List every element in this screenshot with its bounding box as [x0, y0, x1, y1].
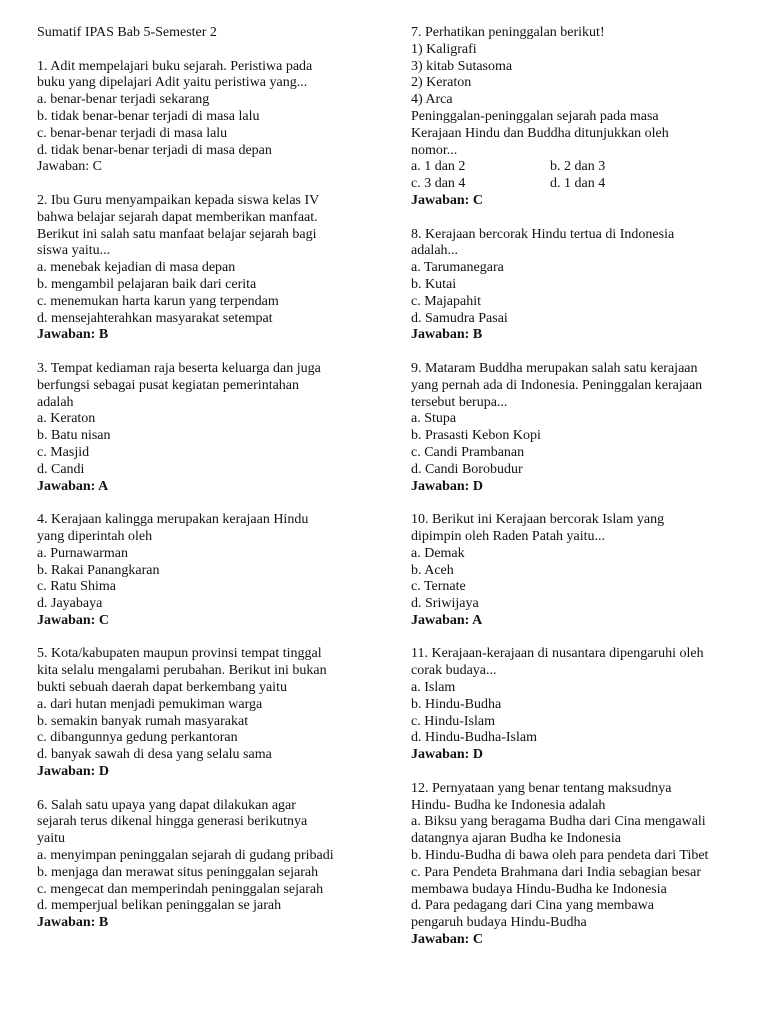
option-c: c. menemukan harta karun yang terpendam: [37, 293, 279, 309]
option-a: a. Biksu yang beragama Budha dari Cina mengawali: [411, 814, 706, 830]
question-text: 6. Salah satu upaya yang dapat dilakukan agar: [37, 797, 296, 813]
question-text: berfungsi sebagai pusat kegiatan pemerintahan: [37, 377, 300, 393]
answer: Jawaban: C: [37, 612, 109, 628]
question-text: 7. Perhatikan peninggalan berikut!: [411, 25, 605, 40]
question-text: nomor...: [411, 142, 458, 158]
option-d: d. Candi Borobudur: [411, 461, 523, 477]
question-text: adalah...: [411, 243, 459, 259]
option-a: a. Purnawarman: [37, 545, 128, 561]
answer: Jawaban: B: [411, 327, 483, 343]
option-row: [411, 176, 746, 193]
answer: Jawaban: C: [411, 192, 483, 208]
question-text: kita selalu mengalami perubahan. Berikut ini bukan: [37, 663, 327, 679]
question-text: sejarah terus dikenal hingga generasi berikutnya: [37, 814, 308, 830]
option-c: c. Para Pendeta Brahmana dari India sebagian besar: [411, 864, 701, 880]
question-7: [411, 25, 746, 210]
answer: Jawaban: B: [37, 327, 109, 343]
option-b: b. Hindu-Budha: [411, 696, 502, 712]
option-b: b. tidak benar-benar terjadi di masa lalu: [37, 108, 260, 124]
question-text: bukti sebuah daerah dapat berkembang yaitu: [37, 680, 287, 696]
document-title: Sumatif IPAS Bab 5-Semester 2: [37, 25, 217, 40]
option-a: a. menebak kejadian di masa depan: [37, 260, 236, 276]
list-item: 1) Kaligrafi: [411, 41, 477, 57]
option-c: c. dibangunnya gedung perkantoran: [37, 730, 238, 746]
option-a: a. Tarumanegara: [411, 260, 504, 276]
option-d: d. tidak benar-benar terjadi di masa depan: [37, 142, 272, 158]
option-b: b. Rakai Panangkaran: [37, 562, 160, 578]
right-column: [411, 25, 746, 949]
question-5: [37, 646, 372, 780]
question-10: [411, 512, 746, 630]
answer: Jawaban: D: [411, 478, 483, 494]
option-b: b. menjaga dan merawat situs peninggalan sejarah: [37, 864, 319, 880]
option-b: b. Kutai: [411, 276, 457, 292]
question-text: 12. Pernyataan yang benar tentang maksudnya: [411, 780, 672, 796]
option-d: d. Hindu-Budha-Islam: [411, 730, 537, 746]
question-text: 5. Kota/kabupaten maupun provinsi tempat tinggal: [37, 646, 322, 662]
question-3: [37, 361, 372, 495]
question-text: 2. Ibu Guru menyampaikan kepada siswa kelas IV: [37, 192, 320, 208]
question-text: 3. Tempat kediaman raja beserta keluarga dan juga: [37, 360, 321, 376]
question-text: buku yang dipelajari Adit yaitu peristiwa yang...: [37, 75, 308, 91]
option-a-cont: datangnya ajaran Budha ke Indonesia: [411, 831, 621, 847]
question-9: [411, 361, 746, 495]
option-a: a. Keraton: [37, 411, 96, 427]
answer: Jawaban: C: [37, 159, 102, 175]
option-b: b. mengambil pelajaran baik dari cerita: [37, 276, 257, 292]
option-c: c. benar-benar terjadi di masa lalu: [37, 125, 228, 141]
answer: Jawaban: A: [37, 478, 109, 494]
option-c: c. Masjid: [37, 444, 90, 460]
question-text: 8. Kerajaan bercorak Hindu tertua di Indonesia: [411, 226, 675, 242]
question-text: tersebut berupa...: [411, 394, 508, 410]
question-text: yang pernah ada di Indonesia. Peninggalan kerajaan: [411, 377, 703, 393]
question-text: 9. Mataram Buddha merupakan salah satu kerajaan: [411, 360, 698, 376]
question-text: yang diperintah oleh: [37, 528, 153, 544]
option-b: b. Prasasti Kebon Kopi: [411, 428, 541, 444]
option-d: d. banyak sawah di desa yang selalu sama: [37, 747, 272, 763]
list-item: 3) kitab Sutasoma: [411, 58, 513, 74]
question-text: dipimpin oleh Raden Patah yaitu...: [411, 528, 606, 544]
option-d: d. Para pedagang dari Cina yang membawa: [411, 898, 654, 914]
option-d-cont: pengaruh budaya Hindu-Budha: [411, 915, 587, 931]
option-c: c. Hindu-Islam: [411, 713, 495, 729]
answer: Jawaban: D: [411, 747, 483, 763]
list-item: 2) Keraton: [411, 75, 472, 91]
question-text: 4. Kerajaan kalingga merupakan kerajaan Hindu: [37, 512, 309, 528]
option-d: d. Jayabaya: [37, 596, 103, 612]
option-a: a. benar-benar terjadi sekarang: [37, 92, 210, 108]
question-text: Hindu- Budha ke Indonesia adalah: [411, 797, 606, 813]
option-d: d. Sriwijaya: [411, 596, 479, 612]
option-row: [411, 159, 746, 176]
option-c: c. 3 dan 4: [411, 176, 466, 192]
answer: Jawaban: C: [411, 932, 483, 948]
answer: Jawaban: D: [37, 764, 109, 780]
question-8: [411, 227, 746, 345]
option-c: c. Majapahit: [411, 293, 481, 309]
option-d: d. Samudra Pasai: [411, 310, 508, 326]
option-d: d. mensejahterahkan masyarakat setempat: [37, 310, 273, 326]
question-text: yaitu: [37, 831, 65, 847]
question-6: [37, 798, 372, 932]
question-text: adalah: [37, 394, 74, 410]
question-2: [37, 193, 372, 344]
question-12: [411, 781, 746, 949]
question-text: 10. Berikut ini Kerajaan bercorak Islam yang: [411, 512, 665, 528]
option-a: a. Stupa: [411, 411, 457, 427]
question-text: Berikut ini salah satu manfaat belajar sejarah bagi: [37, 226, 317, 242]
answer: Jawaban: A: [411, 612, 483, 628]
option-b: b. Hindu-Budha di bawa oleh para pendeta dari Tibet: [411, 848, 709, 864]
option-b: b. Batu nisan: [37, 428, 111, 444]
list-item: 4) Arca: [411, 92, 453, 108]
question-text: siswa yaitu...: [37, 243, 111, 259]
question-text: 1. Adit mempelajari buku sejarah. Peristiwa pada: [37, 58, 313, 74]
option-c: c. Candi Prambanan: [411, 444, 525, 460]
option-b: b. Aceh: [411, 562, 454, 578]
question-11: [411, 646, 746, 764]
option-d: d. Candi: [37, 461, 85, 477]
left-column: [37, 25, 372, 932]
option-a: a. Demak: [411, 545, 465, 561]
question-text: 11. Kerajaan-kerajaan di nusantara dipengaruhi oleh: [411, 646, 704, 662]
question-text: bahwa belajar sejarah dapat memberikan manfaat.: [37, 209, 318, 225]
option-d: d. 1 dan 4: [550, 176, 606, 192]
question-1: [37, 59, 372, 177]
question-text: Kerajaan Hindu dan Buddha ditunjukkan oleh: [411, 125, 669, 141]
option-a: a. Islam: [411, 680, 456, 696]
option-a: a. 1 dan 2: [411, 159, 466, 175]
answer: Jawaban: B: [37, 915, 109, 931]
question-text: Peninggalan-peninggalan sejarah pada masa: [411, 108, 659, 124]
option-c: c. Ternate: [411, 579, 466, 595]
option-a: a. menyimpan peninggalan sejarah di gudang pribadi: [37, 848, 334, 864]
option-b: b. semakin banyak rumah masyarakat: [37, 713, 249, 729]
option-b: b. 2 dan 3: [550, 159, 606, 175]
option-d: d. memperjual belikan peninggalan se jarah: [37, 898, 282, 914]
option-c: c. Ratu Shima: [37, 579, 116, 595]
option-c-cont: membawa budaya Hindu-Budha ke Indonesia: [411, 881, 667, 897]
question-text: corak budaya...: [411, 663, 497, 679]
option-c: c. mengecat dan memperindah peninggalan sejarah: [37, 881, 324, 897]
option-a: a. dari hutan menjadi pemukiman warga: [37, 696, 263, 712]
question-4: [37, 512, 372, 630]
